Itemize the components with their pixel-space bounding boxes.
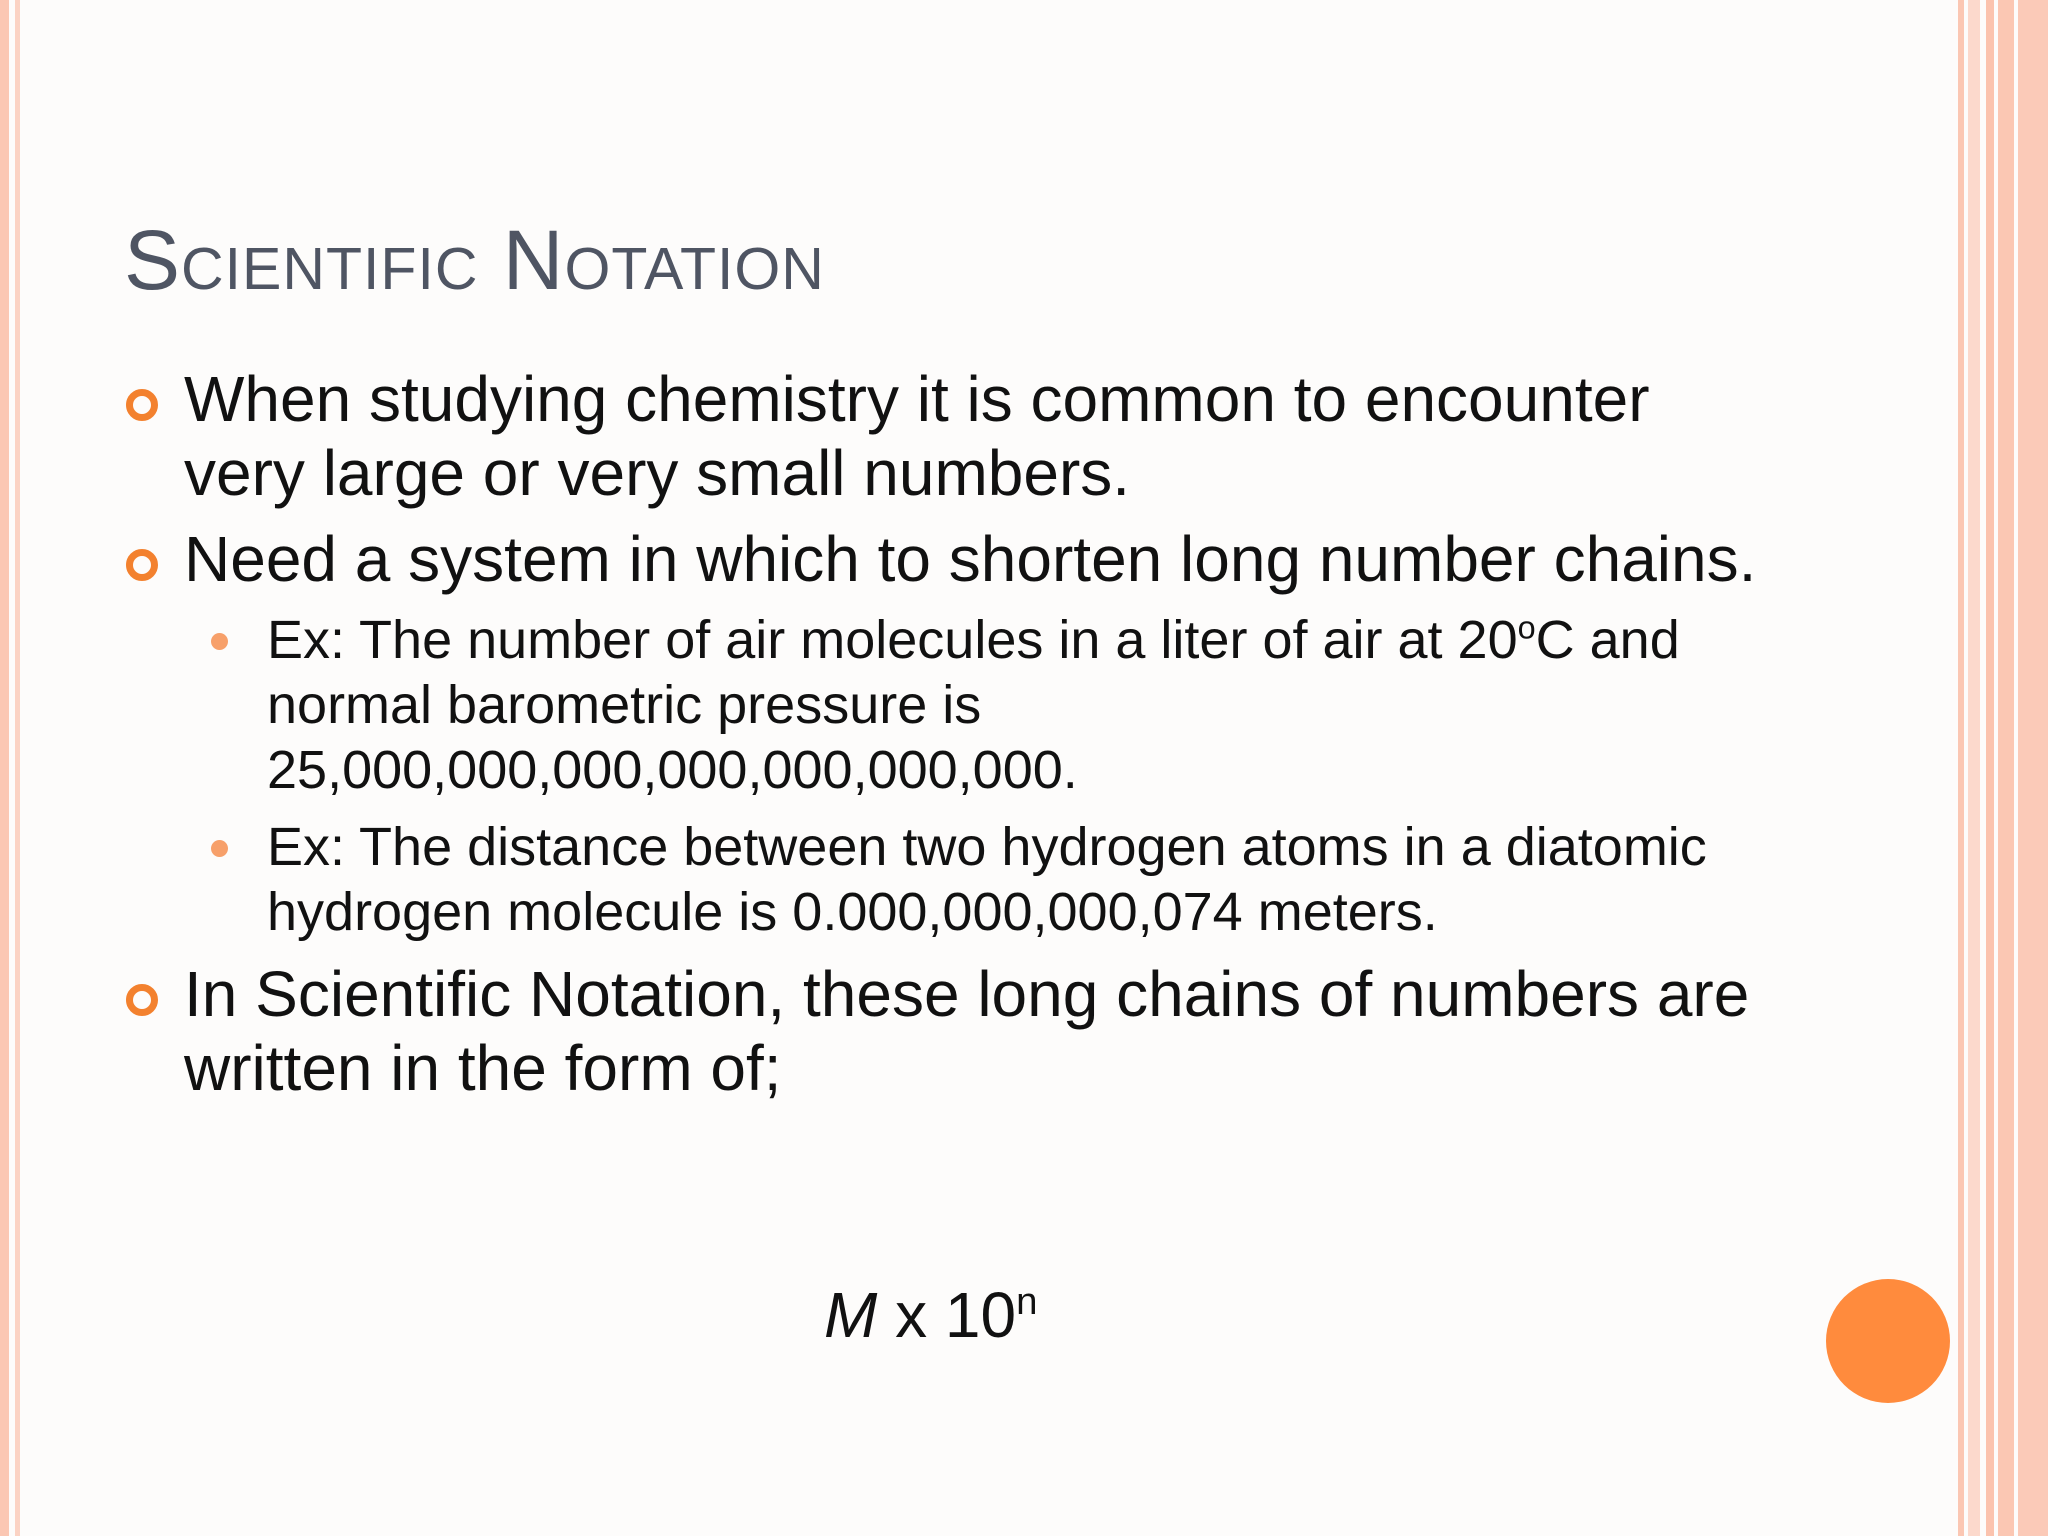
left-border-stripe xyxy=(0,0,9,1536)
bullet-item xyxy=(184,362,1784,510)
filled-dot-bullet-icon xyxy=(211,840,228,857)
bullet-item xyxy=(184,522,1784,596)
sub-bullet-item xyxy=(267,815,1784,945)
formula-exponent: n xyxy=(1016,1279,1038,1323)
hollow-circle-bullet-icon xyxy=(126,984,158,1016)
slide-title: Scientific Notation xyxy=(124,213,825,307)
bullet-text: When studying chemistry it is common to encounter very large or very small numbers. xyxy=(184,363,1650,509)
sub-bullet-item xyxy=(267,608,1784,803)
slide-body xyxy=(184,362,1784,1117)
degree-superscript: o xyxy=(1517,609,1536,646)
sub-bullet-text-continued: C and normal barometric pressure is 25,000,000,000,000,000,000,000. xyxy=(267,610,1680,800)
right-border-stripe xyxy=(1998,0,2014,1536)
bullet-text: In Scientific Notation, these long chains of numbers are written in the form of; xyxy=(184,958,1750,1104)
sub-bullet-text: Ex: The number of air molecules in a liter of air at 20 xyxy=(267,610,1518,670)
left-border-stripe xyxy=(15,0,20,1536)
bullet-item xyxy=(184,957,1784,1105)
right-border-stripe xyxy=(2018,0,2048,1536)
scientific-notation-formula xyxy=(824,1278,1037,1352)
formula-operator: x 10 xyxy=(877,1279,1017,1351)
hollow-circle-bullet-icon xyxy=(126,389,158,421)
formula-variable: M xyxy=(824,1279,878,1351)
right-border-stripe xyxy=(1958,0,1964,1536)
sub-bullet-text: Ex: The distance between two hydrogen atoms in a diatomic hydrogen molecule is 0.000,000,000,074 meters. xyxy=(267,817,1707,942)
hollow-circle-bullet-icon xyxy=(126,549,158,581)
right-border-stripe xyxy=(1986,0,1994,1536)
orange-circle-decoration xyxy=(1826,1279,1950,1403)
sub-bullet-list xyxy=(184,608,1784,945)
right-border-stripe xyxy=(1968,0,1980,1536)
bullet-text: Need a system in which to shorten long number chains. xyxy=(184,523,1757,595)
filled-dot-bullet-icon xyxy=(211,633,228,650)
